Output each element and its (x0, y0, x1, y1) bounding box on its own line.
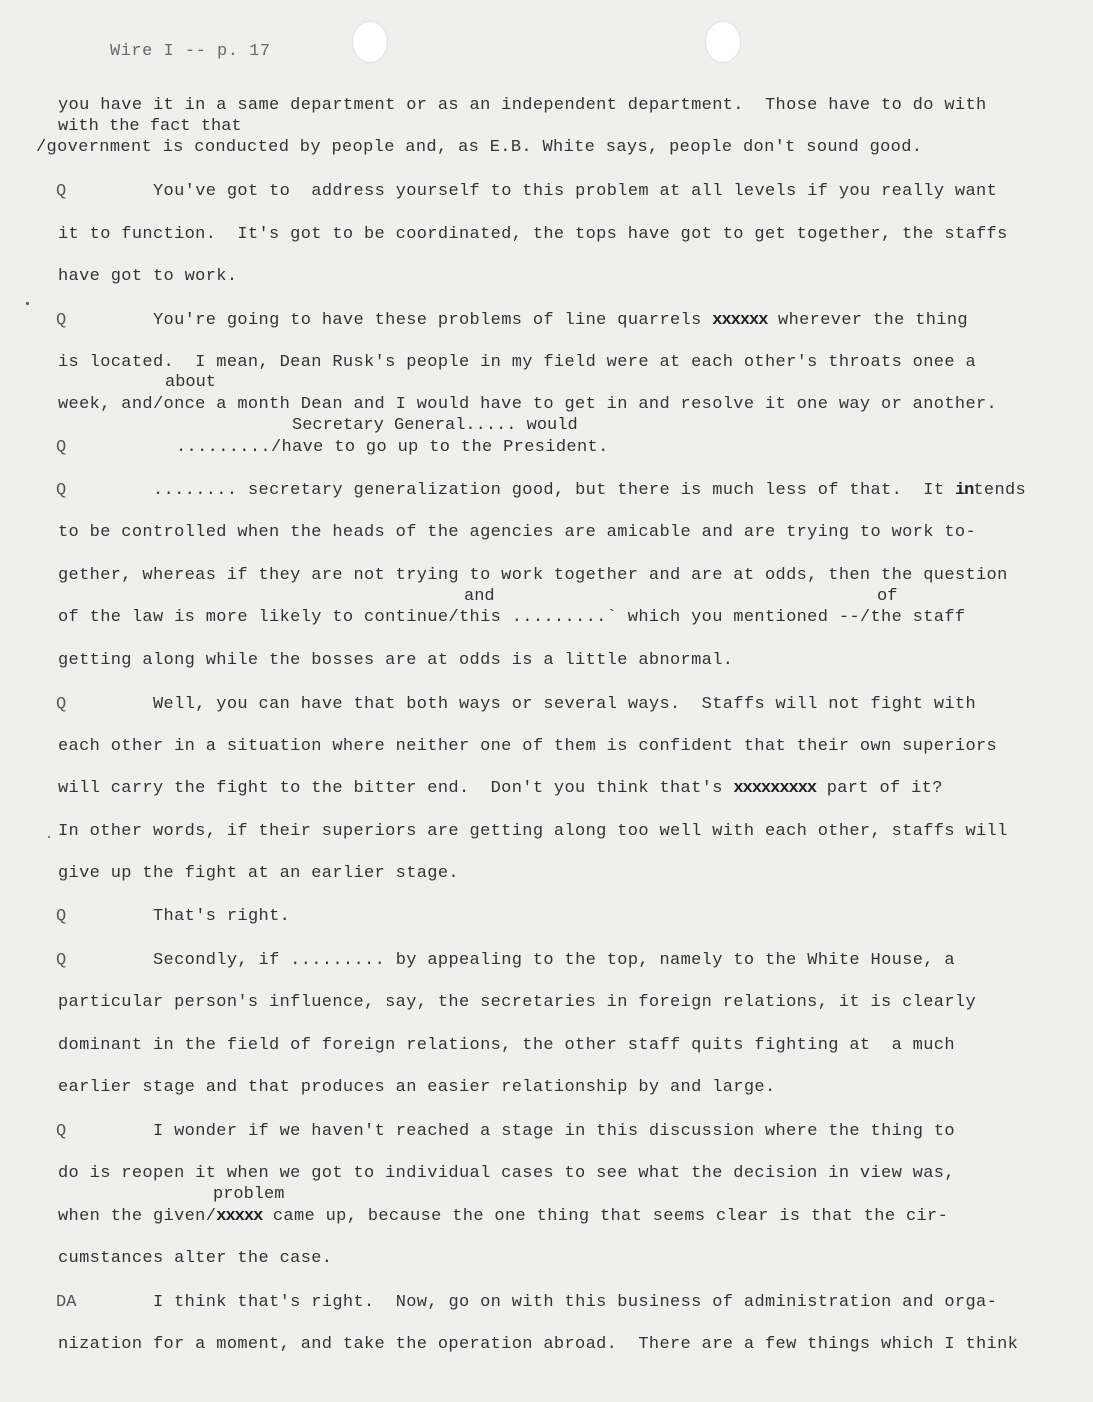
interlinear-insert: and (464, 587, 495, 606)
text-line: you have it in a same department or as an independent department. Those have to do with (58, 96, 987, 115)
speaker-label: Q (56, 1122, 67, 1141)
interlinear-insert: Secretary General..... would (292, 416, 578, 435)
speaker-label: Q (56, 481, 67, 500)
text-line: it to function. It's got to be coordinated, the tops have got to get together, the staffs (58, 225, 1008, 244)
text-line: is located. I mean, Dean Rusk's people in my field were at each other's throats onee a (58, 353, 976, 372)
strikeout-text: xxxxx (216, 1207, 263, 1226)
text-line: You're going to have these problems of line quarrels xxxxxx wherever the thing (153, 311, 968, 330)
paper-speck (48, 836, 50, 838)
text-line: ........./have to go up to the President. (176, 438, 609, 457)
text-line: ........ secretary generalization good, but there is much less of that. It intends (153, 481, 1027, 500)
text-line: Secondly, if ......... by appealing to the top, namely to the White House, a (153, 951, 955, 970)
text-line: Well, you can have that both ways or several ways. Staffs will not fight with (153, 695, 977, 714)
text-line: of the law is more likely to continue/this .........` which you mentioned --/the staff (58, 608, 966, 627)
speaker-label: Q (56, 951, 67, 970)
text-line: That's right. (153, 907, 291, 926)
interlinear-insert: about (165, 373, 217, 392)
interlinear-insert: of (877, 587, 898, 606)
speaker-label: Q (56, 695, 67, 714)
text-line: gether, whereas if they are not trying to work together and are at odds, then the question (58, 566, 1008, 585)
text-line: I think that's right. Now, go on with this business of administration and orga- (153, 1293, 998, 1312)
speaker-label: Q (56, 182, 67, 201)
page-header: Wire I -- p. 17 (110, 42, 271, 61)
punch-hole-left (353, 22, 387, 62)
speaker-label: Q (56, 438, 67, 457)
text-line: cumstances alter the case. (58, 1249, 333, 1268)
text-line: /government is conducted by people and, as E.B. White says, people don't sound good. (36, 138, 923, 157)
paper-speck (26, 302, 29, 305)
speaker-label: Q (56, 907, 67, 926)
strikeout-text: in (954, 481, 974, 500)
text-line: You've got to address yourself to this problem at all levels if you really want (153, 182, 998, 201)
text-line: do is reopen it when we got to individual cases to see what the decision in view was, (58, 1164, 955, 1183)
text-line: will carry the fight to the bitter end. Don't you think that's xxxxxxxxx part of it? (58, 779, 943, 798)
text-line: getting along while the bosses are at odds is a little abnormal. (58, 651, 734, 670)
text-line: In other words, if their superiors are getting along too well with each other, staffs will (58, 822, 1008, 841)
text-line: earlier stage and that produces an easier relationship by and large. (58, 1078, 776, 1097)
interlinear-insert: with the fact that (58, 117, 242, 136)
speaker-label: DA (56, 1293, 77, 1312)
strikeout-text: xxxxxxxxx (733, 779, 817, 798)
text-line: have got to work. (58, 267, 238, 286)
text-line: dominant in the field of foreign relations, the other staff quits fighting at a much (58, 1036, 955, 1055)
interlinear-insert: problem (213, 1185, 285, 1204)
text-line: when the given/xxxxx came up, because the one thing that seems clear is that the cir- (58, 1207, 949, 1226)
punch-hole-right (706, 22, 740, 62)
strikeout-text: xxxxxx (712, 311, 768, 330)
text-line: give up the fight at an earlier stage. (58, 864, 459, 883)
text-line: nization for a moment, and take the operation abroad. There are a few things which I think (58, 1335, 1019, 1354)
text-line: week, and/once a month Dean and I would have to get in and resolve it one way or another. (58, 395, 998, 414)
text-line: I wonder if we haven't reached a stage in this discussion where the thing to (153, 1122, 955, 1141)
text-line: each other in a situation where neither one of them is confident that their own superiors (58, 737, 998, 756)
speaker-label: Q (56, 311, 67, 330)
text-line: to be controlled when the heads of the agencies are amicable and are trying to work to- (58, 523, 976, 542)
text-line: particular person's influence, say, the secretaries in foreign relations, it is clearly (58, 993, 976, 1012)
